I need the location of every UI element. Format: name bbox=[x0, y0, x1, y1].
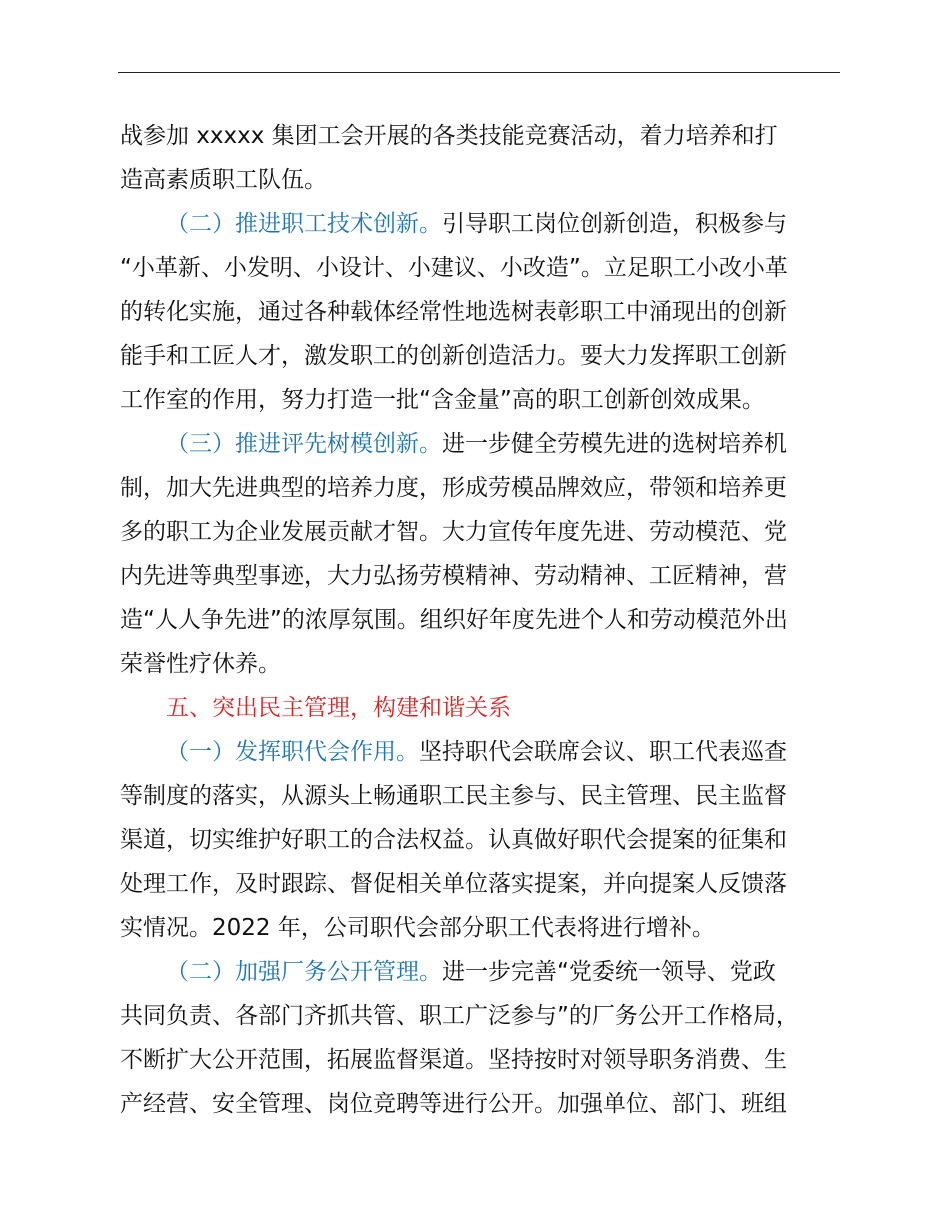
body-line: 多的职工为企业发展贡献才智。大力宣传年度先进、劳动模范、党 bbox=[120, 519, 787, 545]
body-line: “小革新、小发明、小设计、小建议、小改造”。立足职工小改小革 bbox=[120, 255, 788, 281]
subheading-line: （三）推进评先树模创新。进一步健全劳模先进的选树培养机 bbox=[166, 431, 787, 457]
body-line: 不断扩大公开范围，拓展监督渠道。坚持按时对领导职务消费、生 bbox=[120, 1047, 787, 1073]
body-line: 产经营、安全管理、岗位竞聘等进行公开。加强单位、部门、班组 bbox=[120, 1091, 787, 1117]
body-line: 处理工作，及时跟踪、督促相关单位落实提案，并向提案人反馈落 bbox=[120, 871, 787, 897]
subheading-line: （二）推进职工技术创新。引导职工岗位创新创造，积极参与 bbox=[166, 211, 787, 237]
body-line: 的转化实施，通过各种载体经常性地选树表彰职工中涌现出的创新 bbox=[120, 299, 787, 325]
body-line: 内先进等典型事迹，大力弘扬劳模精神、劳动精神、工匠精神，营 bbox=[120, 563, 787, 589]
subheading-line: （一）发挥职代会作用。坚持职代会联席会议、职工代表巡查 bbox=[166, 739, 787, 765]
subheading-model-innovation: （三）推进评先树模创新。 bbox=[166, 431, 442, 457]
body-line: 荣誉性疗休养。 bbox=[120, 651, 281, 677]
subheading-line: （二）加强厂务公开管理。进一步完善“党委统一领导、党政 bbox=[166, 959, 776, 985]
subheading-factory-affairs: （二）加强厂务公开管理。 bbox=[166, 959, 442, 985]
subheading-congress: （一）发挥职代会作用。 bbox=[166, 739, 419, 765]
body-line: 渠道，切实维护好职工的合法权益。认真做好职代会提案的征集和 bbox=[120, 827, 787, 853]
header-rule bbox=[118, 72, 840, 73]
body-line: 制，加大先进典型的培养力度，形成劳模品牌效应，带领和培养更 bbox=[120, 475, 787, 501]
body-line: 能手和工匠人才，激发职工的创新创造活力。要大力发挥职工创新 bbox=[120, 343, 787, 369]
body-line: 共同负责、各部门齐抓共管、职工广泛参与”的厂务公开工作格局， bbox=[120, 1003, 799, 1029]
body-line: 造高素质职工队伍。 bbox=[120, 167, 327, 193]
section-heading: 五、突出民主管理，构建和谐关系 bbox=[166, 695, 511, 721]
body-line: 实情况。2022 年，公司职代会部分职工代表将进行增补。 bbox=[120, 915, 715, 941]
body-line: 战参加 xxxxx 集团工会开展的各类技能竞赛活动，着力培养和打 bbox=[120, 123, 778, 149]
body-line: 等制度的落实，从源头上畅通职工民主参与、民主管理、民主监督 bbox=[120, 783, 787, 809]
body-line: 工作室的作用，努力打造一批“含金量”高的职工创新创效成果。 bbox=[120, 387, 765, 413]
body-line: 造“人人争先进”的浓厚氛围。组织好年度先进个人和劳动模范外出 bbox=[120, 607, 788, 633]
subheading-technical-innovation: （二）推进职工技术创新。 bbox=[166, 211, 442, 237]
